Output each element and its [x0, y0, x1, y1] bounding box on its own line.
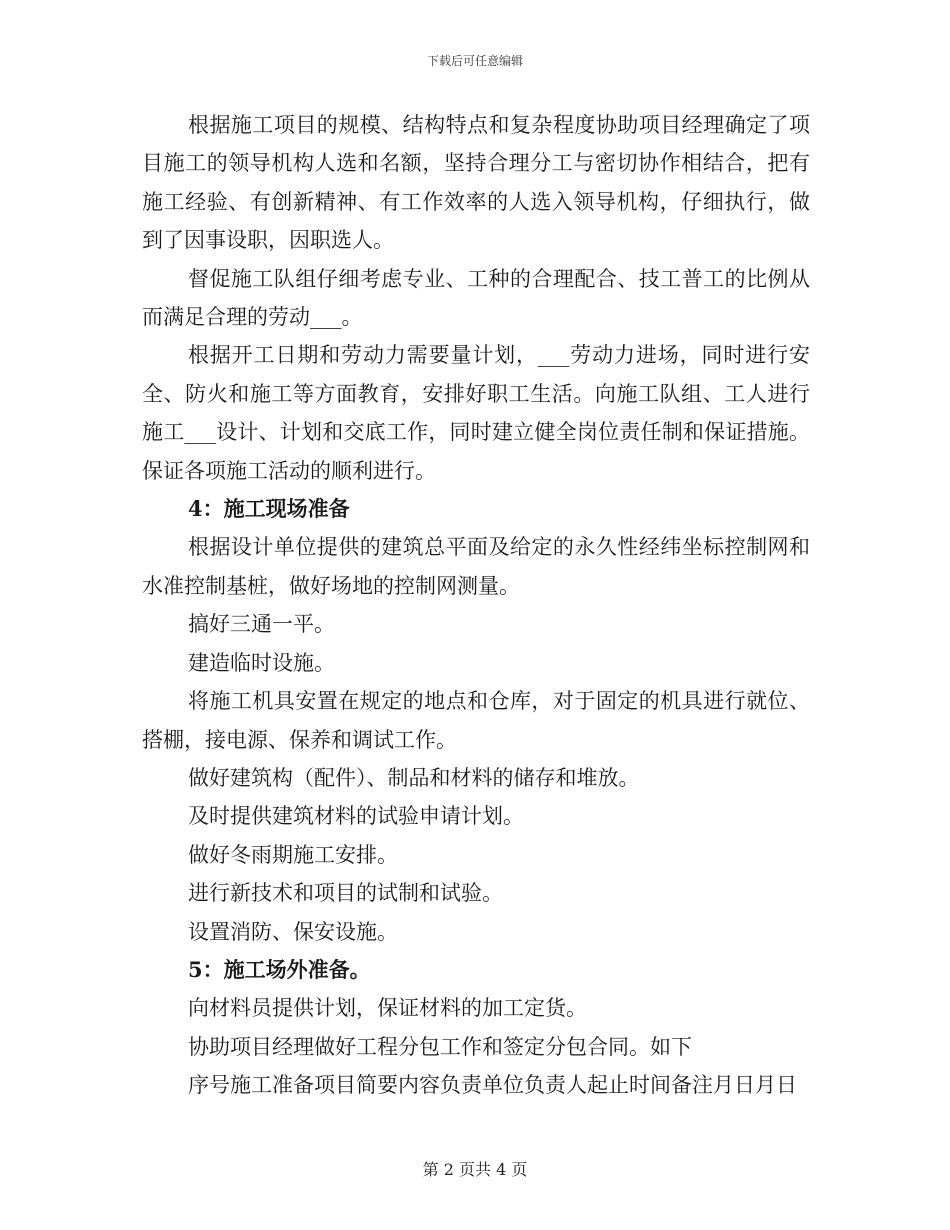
paragraph-table-header: 序号施工准备项目简要内容负责单位负责人起止时间备注月日月日	[188, 1073, 797, 1098]
paragraph-material-plan: 向材料员提供计划，保证材料的加工定货。	[188, 996, 587, 1021]
paragraph-labor-entry: 根据开工日期和劳动力需要量计划，___劳动力进场，同时进行安全、防火和施工等方面教育，安排好职工生活。向施工队组、工人进行施工___设计、计划和交底工作，同时建立健全岗位责任制和保证措施。保证各项施工活动的顺利进行。	[142, 343, 810, 483]
paragraph-fire-security: 设置消防、保安设施。	[188, 919, 398, 944]
paragraph-survey-control: 根据设计单位提供的建筑总平面及给定的永久性经纬坐标控制网和水准控制基桩，做好场地的控制网测量。	[142, 535, 810, 598]
page-header: 下载后可任意编辑	[426, 54, 523, 68]
paragraph-new-technology: 进行新技术和项目的试制和试验。	[188, 881, 503, 906]
paragraph-subcontract: 协助项目经理做好工程分包工作和签定分包合同。如下	[188, 1034, 692, 1059]
paragraph-leadership: 根据施工项目的规模、结构特点和复杂程度协助项目经理确定了项目施工的领导机构人选和名额，坚持合理分工与密切协作相结合，把有施工经验、有创新精神、有工作效率的人选入领导机构，仔细执行，做到了因事设职，因职选人。	[142, 113, 810, 253]
section-heading-offsite-preparation: 5：施工场外准备。	[188, 956, 371, 982]
paragraph-three-connections: 搞好三通一平。	[188, 612, 335, 637]
paragraph-material-storage: 做好建筑构（配件）、制品和材料的储存和堆放。	[188, 765, 640, 790]
section-heading-site-preparation: 4：施工现场准备	[188, 496, 350, 522]
page-footer: 第 2 页共 4 页	[422, 1160, 528, 1179]
paragraph-winter-rain: 做好冬雨期施工安排。	[188, 842, 398, 867]
paragraph-team-composition: 督促施工队组仔细考虑专业、工种的合理配合、技工普工的比例从而满足合理的劳动___。	[142, 266, 810, 330]
paragraph-test-request: 及时提供建筑材料的试验申请计划。	[188, 804, 524, 829]
paragraph-machinery: 将施工机具安置在规定的地点和仓库，对于固定的机具进行就位、搭棚，接电源、保养和调试工作。	[142, 689, 810, 752]
paragraph-temporary-facilities: 建造临时设施。	[188, 650, 335, 675]
document-body	[142, 106, 810, 1105]
